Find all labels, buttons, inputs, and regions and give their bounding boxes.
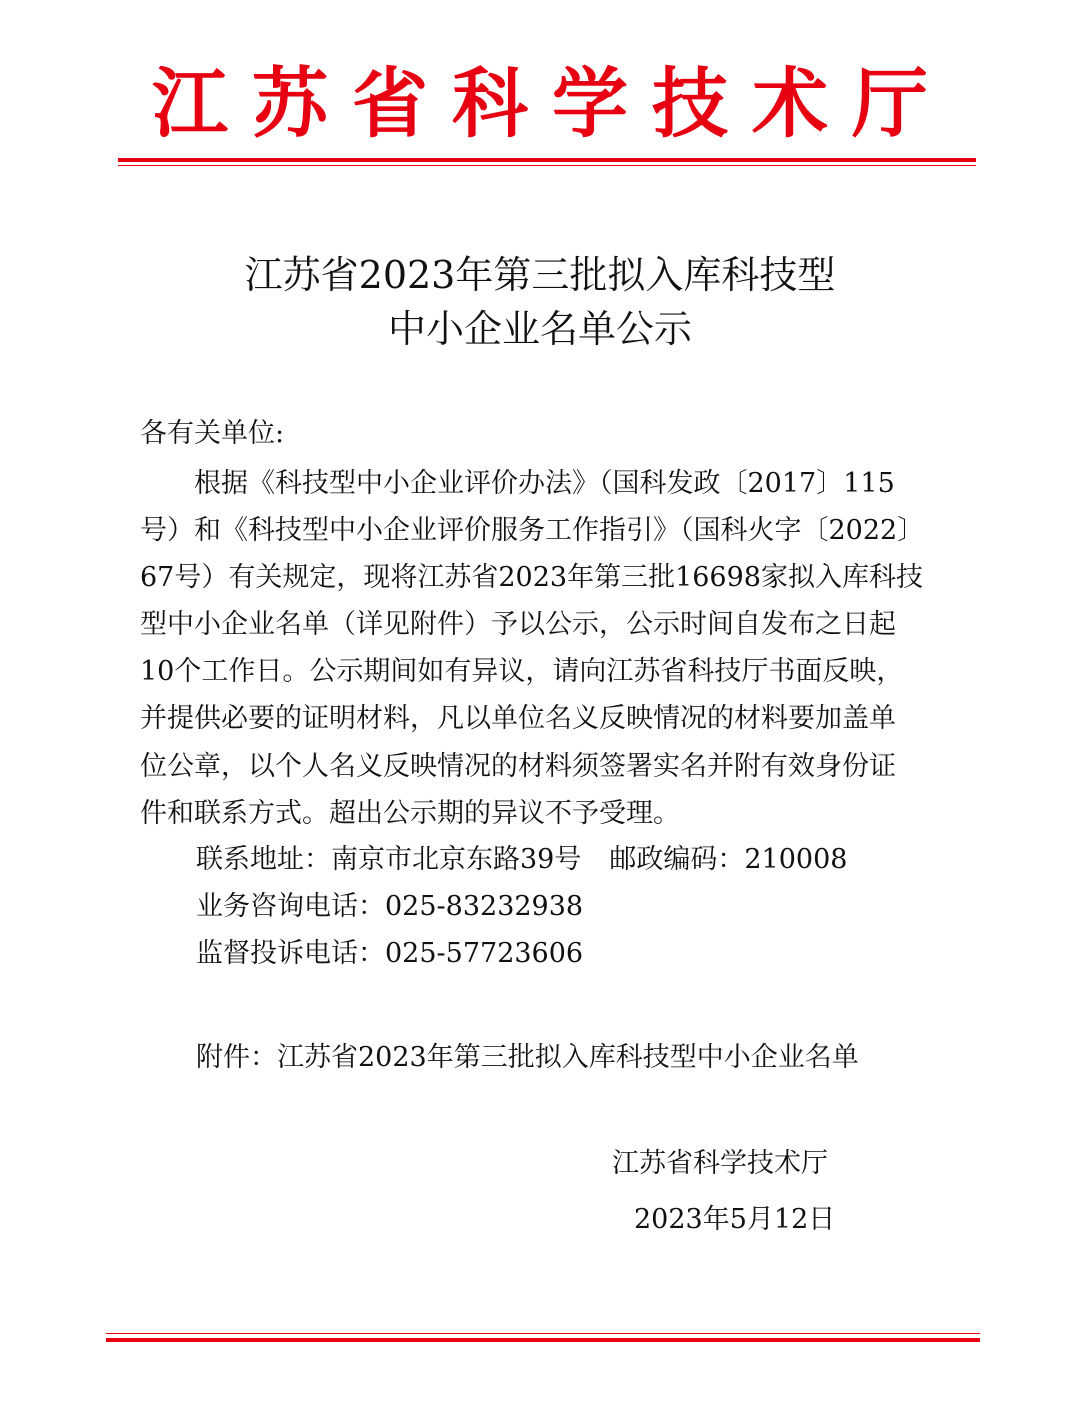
body-line: 号）和《科技型中小企业评价服务工作指引》（国科火字〔2022〕	[140, 515, 925, 547]
postcode-label: 邮政编码：	[609, 844, 745, 875]
document-title	[0, 248, 1080, 356]
body-line: 位公章，以个人名义反映情况的材料须签署实名并附有效身份证	[140, 750, 896, 782]
attachment-value: 江苏省2023年第三批拟入库科技型中小企业名单	[277, 1042, 859, 1073]
letterhead-rule-thin	[118, 165, 976, 166]
salutation: 各有关单位:	[140, 418, 285, 449]
signature-org: 江苏省科学技术厅	[612, 1148, 828, 1179]
body-line: 件和联系方式。超出公示期的异议不予受理。	[140, 797, 680, 829]
postcode-value: 210008	[744, 844, 848, 875]
footer-rule-thick	[106, 1338, 980, 1342]
body-line: 型中小企业名单（详见附件）予以公示，公示时间自发布之日起	[140, 609, 896, 641]
contact-complaint-row	[196, 930, 847, 977]
attachment-note	[196, 1034, 859, 1082]
body-line: 10个工作日。公示期间如有异议，请向江苏省科技厅书面反映，	[140, 656, 904, 688]
letterhead-rule-thick	[118, 158, 976, 162]
document-title-line2: 中小企业名单公示	[387, 307, 692, 351]
body-paragraph	[140, 460, 940, 837]
signature-date: 2023年5月12日	[634, 1204, 836, 1235]
body-line: 根据《科技型中小企业评价办法》（国科发政〔2017〕115	[140, 468, 895, 499]
body-line: 并提供必要的证明材料，凡以单位名义反映情况的材料要加盖单	[140, 703, 896, 735]
attachment-label: 附件：	[196, 1042, 277, 1073]
complaint-phone-value: 025-57723606	[385, 938, 584, 969]
consult-phone-value: 025-83232938	[385, 891, 584, 922]
consult-phone-label: 业务咨询电话：	[196, 891, 385, 922]
contact-consult-row	[196, 883, 847, 930]
address-label: 联系地址：	[196, 844, 331, 875]
contact-address-row	[196, 836, 847, 883]
document-title-line1: 江苏省2023年第三批拟入库科技型	[244, 253, 836, 297]
contact-info	[196, 836, 847, 977]
body-line: 67号）有关规定，现将江苏省2023年第三批16698家拟入库科技	[140, 562, 923, 594]
complaint-phone-label: 监督投诉电话：	[196, 938, 385, 969]
address-value: 南京市北京东路39号	[331, 844, 582, 875]
footer-rule-thin	[106, 1333, 980, 1334]
letterhead-title: 江苏省科学技术厅	[152, 59, 952, 148]
